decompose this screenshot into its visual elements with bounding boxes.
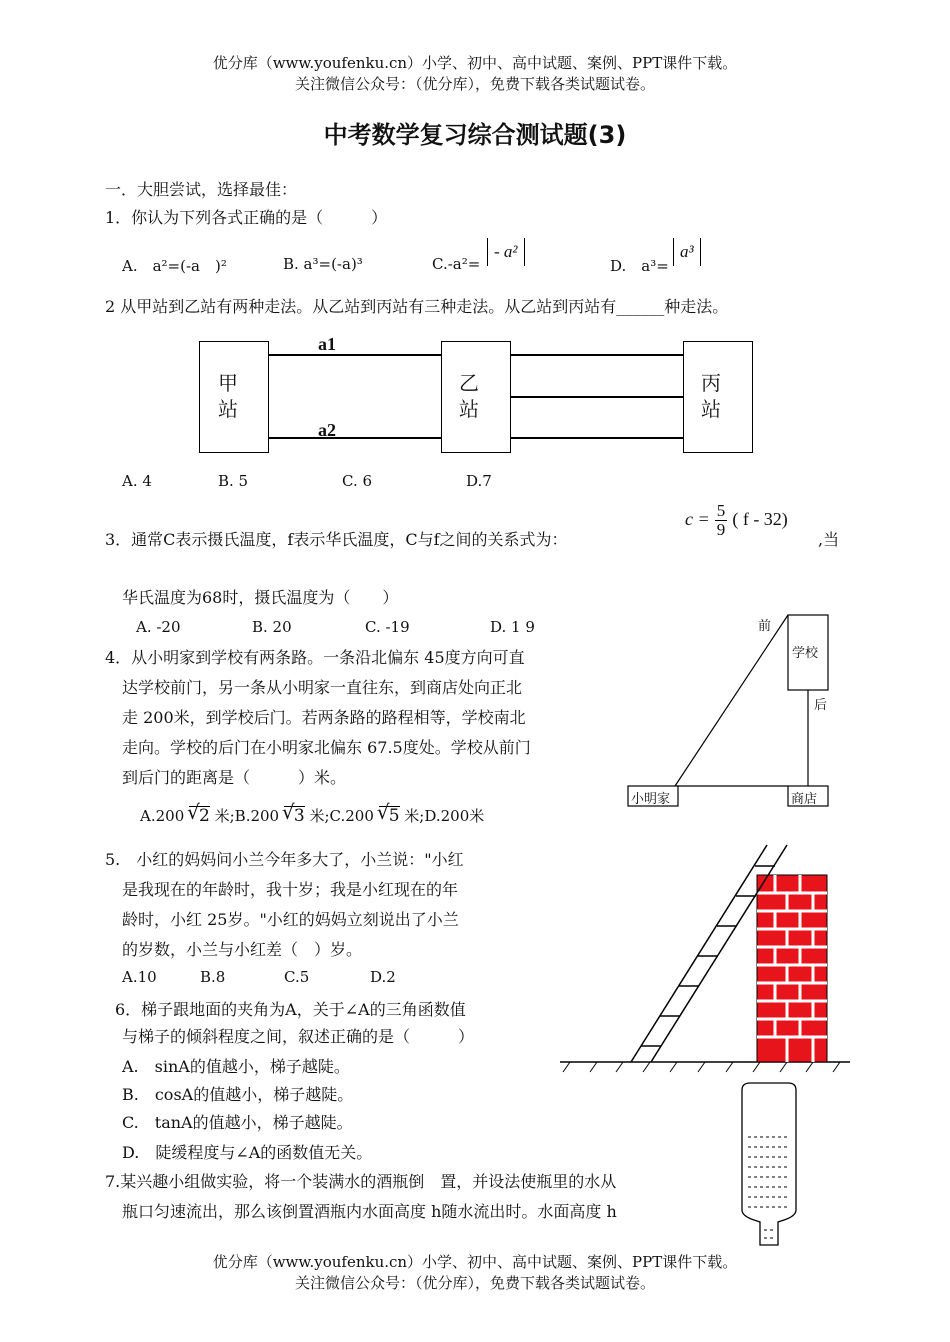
q4-option-c: 米;C.200 — [309, 807, 374, 825]
q4-fig-school: 学校 — [792, 646, 819, 661]
q4-line-5: 到后门的距离是（ ）米。 — [122, 768, 347, 787]
route-line-2 — [510, 396, 684, 398]
ladder-wall-figure — [555, 840, 855, 1080]
q4-fig-front: 前 — [758, 619, 772, 634]
q2-option-d: D.7 — [466, 472, 492, 490]
q3-option-b: B. 20 — [252, 618, 292, 636]
q4-fig-shop: 商店 — [791, 792, 818, 807]
q4-root-3: √ 3 — [284, 806, 305, 825]
q3-stem-end: ,当 — [818, 530, 840, 549]
q3-formula — [685, 502, 788, 539]
q1-option-c: C.-a²= — [432, 255, 481, 273]
station-b-label: 乙站 — [459, 371, 479, 421]
q2-option-a: A. 4 — [122, 472, 152, 490]
q5-option-c: C.5 — [284, 968, 310, 986]
q4-line-1: 4．从小明家到学校有两条路。一条沿北偏东 45度方向可直 — [105, 648, 525, 667]
q6-option-b: B. cosA的值越小，梯子越陡。 — [122, 1085, 354, 1104]
q3-frac-denominator: 9 — [716, 520, 726, 539]
route-line-3 — [510, 437, 684, 439]
q1-stem: 1．你认为下列各式正确的是（ ） — [105, 208, 388, 227]
q4-root-5: √ 5 — [379, 806, 400, 825]
q5-line-3: 龄时，小红 25岁。"小红的妈妈立刻说出了小兰 — [122, 910, 459, 929]
q3-stem-2: 华氏温度为68时，摄氏温度为（ ） — [122, 588, 399, 607]
q5-option-a: A.10 — [122, 968, 157, 986]
q2-option-b: B. 5 — [218, 472, 249, 490]
route-line-a1 — [268, 354, 442, 356]
route-label-a2: a2 — [318, 420, 336, 440]
q4-options — [140, 803, 484, 829]
q4-line-4: 走向。学校的后门在小明家北偏东 67.5度处。学校从前门 — [122, 738, 531, 757]
q4-route-figure — [620, 610, 840, 815]
q7-line-2: 瓶口匀速流出，那么该倒置酒瓶内水面高度 h随水流出时。水面高度 h — [122, 1202, 617, 1221]
q5-option-b: B.8 — [200, 968, 226, 986]
q4-line-2: 达学校前门，另一条从小明家一直往东，到商店处向正北 — [122, 678, 523, 697]
q4-root-2: √ 2 — [189, 806, 210, 825]
station-a-label: 甲站 — [218, 371, 238, 421]
q1-option-d-abs: a³ — [673, 238, 701, 266]
station-c-label: 丙站 — [701, 371, 721, 421]
q6-option-a: A. sinA的值越小，梯子越陡。 — [122, 1057, 350, 1076]
q4-line-3: 走 200米，到学校后门。若两条路的路程相等，学校南北 — [122, 708, 526, 727]
q1-option-c-abs: - a² — [487, 238, 525, 266]
q3-formula-lhs: c = — [685, 509, 710, 529]
q1-option-b: B. a³=(-a)³ — [283, 255, 363, 273]
inverted-bottle-figure — [738, 1080, 800, 1250]
q3-option-d: D. 1 9 — [490, 618, 535, 636]
q1-option-a: A. a²=(-a )² — [122, 257, 227, 275]
q2-option-c: C. 6 — [342, 472, 373, 490]
header-line-2: 关注微信公众号：（优分库），免费下载各类试题试卷。 — [294, 75, 655, 93]
q3-option-a: A. -20 — [136, 618, 181, 636]
footer-line-1: 优分库（www.youfenku.cn）小学、初中、高中试题、案例、PPT课件下载。 — [212, 1253, 738, 1271]
q2-stem: 2 从甲站到乙站有两种走法。从乙站到丙站有三种走法。从乙站到丙站有______种走法。 — [105, 297, 729, 316]
q6-line-2: 与梯子的倾斜程度之间，叙述正确的是（ ） — [122, 1027, 475, 1046]
footer-line-2: 关注微信公众号：（优分库），免费下载各类试题试卷。 — [294, 1274, 655, 1292]
q3-frac-numerator: 5 — [716, 501, 726, 520]
q3-formula-fraction — [715, 502, 728, 539]
q5-line-4: 的岁数，小兰与小红差（ ）岁。 — [122, 940, 363, 959]
header-line-1: 优分库（www.youfenku.cn）小学、初中、高中试题、案例、PPT课件下载。 — [212, 54, 738, 72]
route-label-a1: a1 — [318, 334, 336, 354]
q5-line-1: 5. 小红的妈妈问小兰今年多大了，小兰说："小红 — [105, 850, 464, 869]
q6-line-1: 6．梯子跟地面的夹角为A，关于∠A的三角函数值 — [115, 1000, 466, 1019]
q4-option-b: 米;B.200 — [214, 807, 280, 825]
section-heading: 一．大胆尝试，选择最佳： — [105, 180, 298, 199]
q6-option-c: C. tanA的值越小，梯子越陡。 — [122, 1113, 353, 1132]
q7-line-1: 7.某兴趣小组做实验，将一个装满水的酒瓶倒 置，并设法使瓶里的水从 — [105, 1172, 617, 1191]
q4-option-d: 米;D.200米 — [404, 807, 485, 825]
q4-option-a: A.200 — [140, 807, 185, 825]
q5-line-2: 是我现在的年龄时，我十岁；我是小红现在的年 — [122, 880, 459, 899]
q3-stem-start: 3．通常C表示摄氏温度，f表示华氏温度，C与f之间的关系式为： — [105, 530, 568, 549]
q5-option-d: D.2 — [370, 968, 396, 986]
page-title: 中考数学复习综合测试题(3) — [323, 121, 627, 149]
q4-fig-home: 小明家 — [631, 792, 671, 807]
route-line-1 — [510, 354, 684, 356]
q4-fig-back: 后 — [814, 698, 828, 713]
q6-option-d: D. 陡缓程度与∠A的函数值无关。 — [122, 1143, 373, 1162]
q3-option-c: C. -19 — [365, 618, 410, 636]
q3-formula-rhs: ( f - 32) — [732, 509, 788, 529]
route-line-a2 — [268, 437, 442, 439]
q1-option-d: D. a³= — [610, 257, 669, 275]
